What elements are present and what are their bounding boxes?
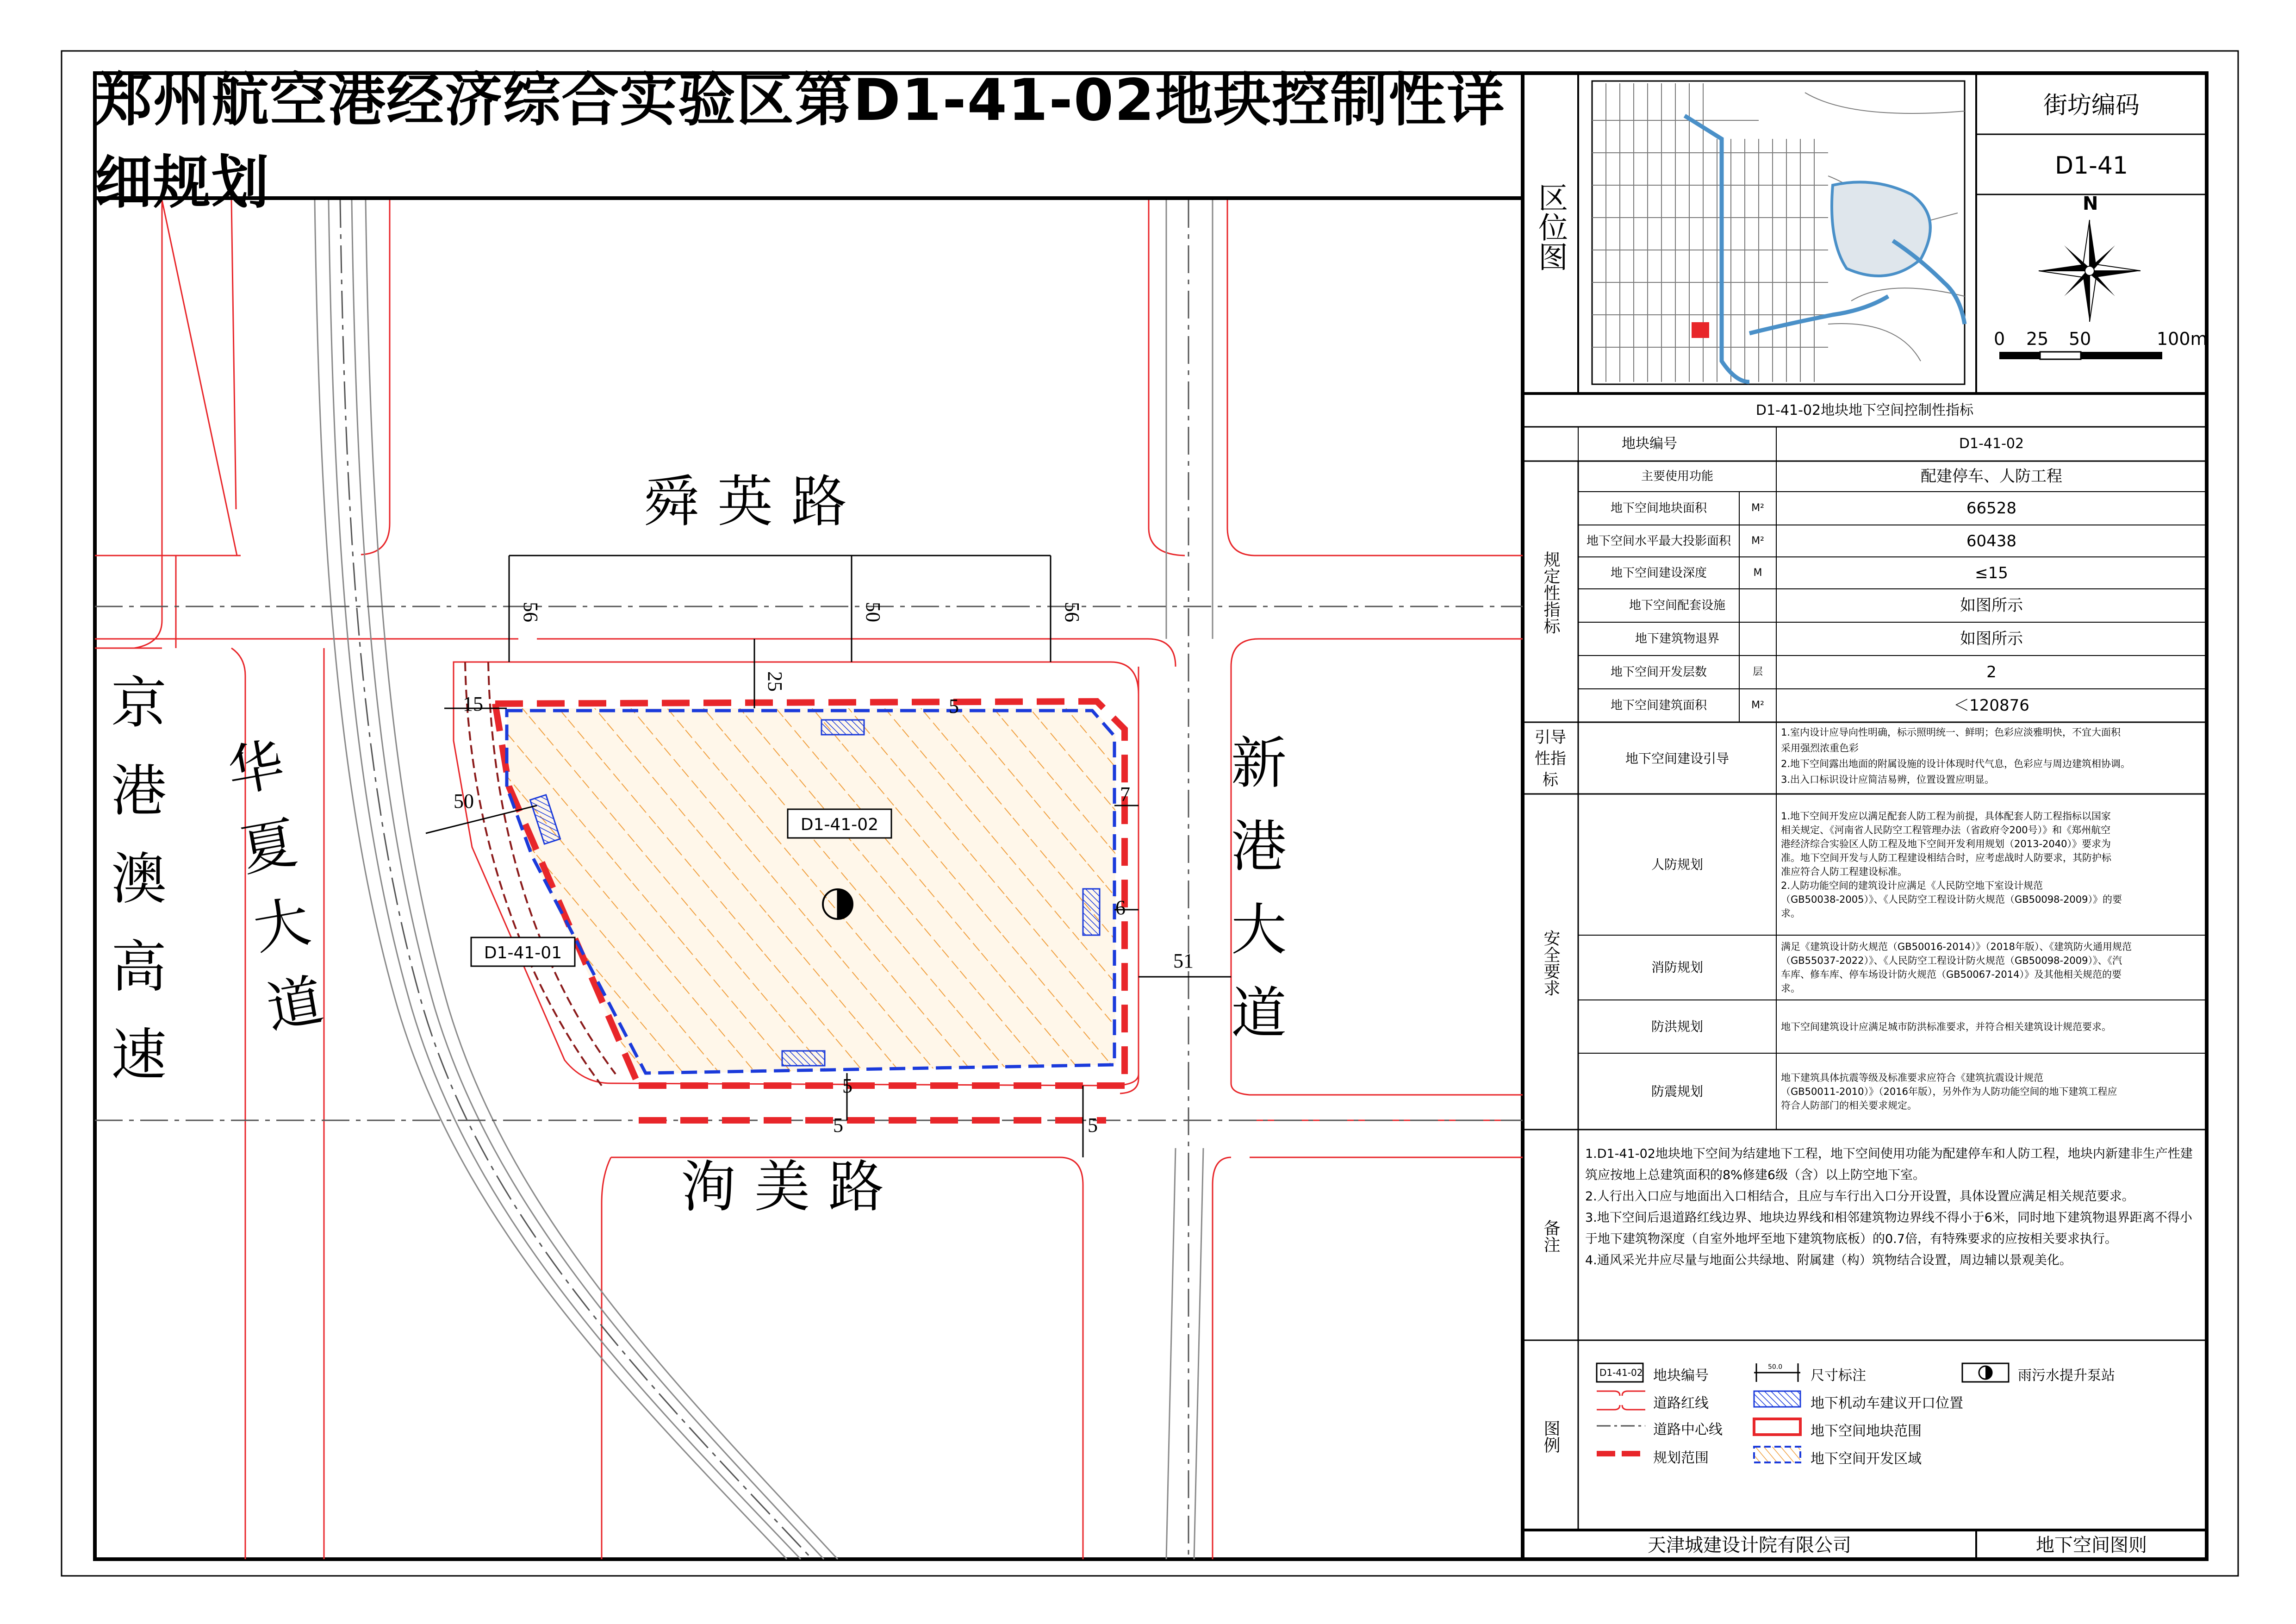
safety-text — [1781, 794, 2202, 935]
group-rules: 规定性指标 — [1541, 551, 1560, 634]
safety-line: 满足《建筑设计防火规范（GB50016-2014）》（2018年版）、《建筑防火通用规范 — [1781, 941, 2132, 952]
legend-underground-block-symbol — [1754, 1419, 1800, 1435]
note-line: 筑应按地上总建筑面积的8%修建6级（含）以上防空地下室。 — [1585, 1168, 1926, 1182]
rule-label: 地下空间建筑面积 — [1610, 699, 1707, 712]
location-label: 区位图 — [1533, 182, 1568, 271]
note-line: 1.D1-41-02地块地下空间为结建地下工程，地下空间使用功能为配建停车和人防工程，地块内新建非生产性建 — [1585, 1147, 2193, 1161]
safety-label: 防洪规划 — [1651, 1018, 1703, 1034]
block-no-value: D1-41-02 — [1959, 436, 2024, 452]
safety-label: 防震规划 — [1651, 1083, 1703, 1099]
road-huaxia-label — [223, 732, 328, 1041]
safety-line: 符合人防部门的相关要求规定。 — [1781, 1099, 1917, 1111]
rule-label: 地下空间水平最大投影面积 — [1586, 534, 1731, 548]
legend-red-line: 道路红线 — [1653, 1395, 1709, 1412]
rule-value: ＜120876 — [1954, 696, 2029, 715]
dim-50-west: 50 — [454, 790, 474, 812]
safety-line: （GB50038-2005）》、《人民防空工程设计防火规范（GB50098-2009）》的要 — [1781, 893, 2122, 905]
guidance-text — [1781, 725, 2202, 787]
safety-text — [1781, 1000, 2202, 1053]
dim-5c: 5 — [1088, 1114, 1098, 1137]
scale-100m: 100m — [2157, 329, 2208, 349]
block-code-header: 街坊编码 — [2043, 91, 2140, 119]
dim-25: 25 — [764, 671, 786, 692]
rule-value: 如图所示 — [1960, 596, 2023, 615]
safety-text — [1781, 1053, 2202, 1130]
safety-label: 消防规划 — [1651, 960, 1703, 975]
legend-plan-range: 规划范围 — [1653, 1450, 1709, 1466]
scale-bar — [1999, 352, 2162, 359]
legend-vehicle-entrance-symbol — [1754, 1391, 1800, 1407]
group-guidance: 引导性指标 — [1535, 728, 1566, 789]
rule-value: 60438 — [1966, 531, 2017, 550]
road-east-char: 港 — [1231, 815, 1287, 879]
guidance-line: 3.出入口标识设计应简洁易辨，位置设置应明显。 — [1781, 774, 1995, 785]
dim-5a: 5 — [842, 1074, 852, 1097]
note-line: 4.通风采光井应尽量与地面公共绿地、附属建（构）筑物结合设置，周边辅以景观美化。 — [1585, 1253, 2072, 1268]
guidance-line: 采用强烈浓重色彩 — [1781, 743, 1859, 754]
rule-unit: M — [1753, 567, 1762, 579]
rule-unit: M² — [1751, 502, 1764, 514]
legend-label: 图例 — [1541, 1419, 1560, 1453]
rule-unit: M² — [1751, 535, 1764, 547]
safety-line: 相关规定、《河南省人民防空工程管理办法（省政府令200号）》和《郑州航空 — [1781, 824, 2111, 836]
legend-underground-block: 地下空间地块范围 — [1811, 1423, 1922, 1439]
footer-drawing: 地下空间图则 — [2036, 1535, 2147, 1556]
safety-line: 港经济综合实验区人防工程及地下空间开发利用规划（2013-2040）》要求为 — [1781, 838, 2111, 849]
rule-value: 2 — [1986, 663, 1997, 681]
dim-5b: 5 — [833, 1114, 843, 1137]
note-line: 3.地下空间后退道路红线边界、地块边界线和相邻建筑物边界线不得小于6米，同时地下建筑物退界距离不得小 — [1585, 1211, 2192, 1225]
safety-label: 人防规划 — [1651, 856, 1703, 872]
dim-50-mid: 50 — [862, 602, 884, 622]
dim-15: 15 — [463, 693, 483, 715]
rule-label: 地下空间建设深度 — [1610, 566, 1707, 580]
scale-50: 50 — [2069, 329, 2091, 349]
location-lake — [1832, 182, 1930, 276]
rule-value: ≤15 — [1975, 563, 2008, 582]
parcel-main-label: D1-41-02 — [800, 815, 879, 834]
safety-line: 车库、修车库、停车场设计防火规范（GB50067-2014）》及其他相关规范的要 — [1781, 969, 2122, 980]
location-map — [1592, 81, 1965, 384]
guidance-line: 1.室内设计应导向性明确，标示照明统一、鲜明；色彩应淡雅明快，不宜大面积 — [1781, 727, 2121, 738]
legend-dimension: 尺寸标注 — [1811, 1368, 1866, 1384]
road-east-char: 大 — [1231, 898, 1287, 962]
road-highway-char: 京 — [111, 671, 167, 736]
safety-line: 准。地下空间开发与人防工程建设相结合时，应考虑战时人防要求，其防护标 — [1781, 852, 2111, 863]
rule-unit: M² — [1751, 700, 1764, 711]
legend-pump: 雨污水提升泵站 — [2018, 1368, 2115, 1384]
rule-value: 66528 — [1966, 499, 2017, 518]
legend-dimension-sample: 50.0 — [1768, 1363, 1783, 1371]
road-highway-label — [111, 671, 167, 1087]
group-safety: 安全要求 — [1541, 930, 1560, 996]
main-map — [95, 200, 1523, 1559]
rule-value: 配建停车、人防工程 — [1921, 467, 2062, 486]
title-bar — [95, 67, 1520, 216]
road-highway-char: 澳 — [111, 847, 167, 912]
rule-value: 如图所示 — [1960, 630, 2023, 648]
road-east-char: 新 — [1231, 731, 1287, 796]
notes-label: 备注 — [1541, 1219, 1560, 1253]
footer-company: 天津城建设计院有限公司 — [1648, 1535, 1851, 1556]
dim-7: 7 — [1120, 783, 1130, 806]
safety-line: 地下空间建筑设计应满足城市防洪标准要求，并符合相关建筑设计规范要求。 — [1781, 1021, 2111, 1032]
notes-text — [1585, 1143, 2201, 1271]
road-highway-char: 速 — [111, 1023, 167, 1087]
location-site-marker — [1692, 322, 1709, 338]
safety-line: （GB50011-2010）》（2016年版），另外作为人防功能空间的地下建筑工程应 — [1781, 1086, 2117, 1097]
safety-line: 2.人防功能空间的建筑设计应满足《人民防空地下室设计规范 — [1781, 880, 2043, 891]
note-line: 于地下建筑物深度（自室外地坪至地下建筑物底板）的0.7倍，有特殊要求的应按相关要求执行。 — [1585, 1232, 2117, 1246]
road-south-label: 洵美路 — [680, 1155, 902, 1219]
rule-unit: 层 — [1752, 666, 1763, 678]
block-no-label: 地块编号 — [1622, 436, 1677, 452]
rule-label: 地下空间地块面积 — [1610, 501, 1707, 515]
legend-block-id-sample: D1-41-02 — [1599, 1367, 1643, 1378]
road-north-label: 舜英路 — [643, 470, 865, 534]
safety-line: 求。 — [1781, 983, 1800, 994]
legend-vehicle-entrance: 地下机动车建议开口位置 — [1811, 1395, 1963, 1412]
road-east-char: 道 — [1231, 981, 1287, 1046]
north-arrow-icon — [2039, 220, 2140, 322]
safety-line: （GB55037-2022）》、《人民防空工程设计防火规范（GB50098-2009）》、《汽 — [1781, 955, 2122, 966]
legend-dev-area: 地下空间开发区域 — [1811, 1451, 1922, 1467]
dev-area-hatch — [507, 708, 1115, 1074]
dim-56-east: 56 — [1061, 602, 1083, 622]
legend-dev-area-symbol — [1754, 1447, 1800, 1462]
note-line: 2.人行出入口应与地面出入口相结合，且应与车行出入口分开设置，具体设置应满足相关规范要求。 — [1585, 1189, 2134, 1204]
road-east-label — [1231, 731, 1287, 1046]
dim-5d: 5 — [949, 695, 959, 718]
rule-label: 地下空间开发层数 — [1610, 665, 1707, 679]
rule-label: 主要使用功能 — [1641, 469, 1713, 483]
indicator-table-title: D1-41-02地块地下空间控制性指标 — [1755, 402, 1974, 418]
guidance-label: 地下空间建设引导 — [1625, 750, 1729, 766]
dim-6: 6 — [1115, 896, 1126, 919]
parcel-neighbor-label: D1-41-01 — [484, 943, 562, 962]
rule-label: 地下空间配套设施 — [1629, 599, 1725, 612]
block-code-value: D1-41 — [2054, 151, 2128, 180]
safety-line: 准应符合人防工程建设标准。 — [1781, 866, 1907, 877]
road-huaxia-char: 道 — [261, 968, 328, 1041]
scale-25: 25 — [2026, 329, 2049, 349]
road-huaxia-char: 大 — [249, 889, 315, 962]
north-label: N — [2083, 193, 2098, 214]
guidance-line: 2.地下空间露出地面的附属设施的设计体现时代气息，色彩应与周边建筑相协调。 — [1781, 758, 2131, 769]
safety-line: 1.地下空间开发应以满足配套人防工程为前提，具体配套人防工程指标以国家 — [1781, 810, 2111, 822]
road-huaxia-char: 夏 — [236, 811, 302, 884]
legend-block-id: 地块编号 — [1653, 1368, 1709, 1384]
road-highway-char: 港 — [111, 759, 167, 824]
dim-51: 51 — [1173, 949, 1194, 972]
road-highway-char: 高 — [111, 935, 167, 999]
page-title: 郑州航空港经济综合实验区第D1-41-02地块控制性详细规划 — [95, 67, 1506, 216]
road-huaxia-char: 华 — [223, 732, 289, 805]
safety-line: 地下建筑具体抗震等级及标准要求应符合《建筑抗震设计规范 — [1781, 1072, 2043, 1083]
safety-text — [1781, 935, 2202, 1000]
safety-line: 求。 — [1781, 907, 1800, 919]
scale-0: 0 — [1994, 329, 2005, 349]
dim-56-west: 56 — [519, 602, 542, 622]
legend-red-line-symbol — [1597, 1391, 1645, 1410]
rule-label: 地下建筑物退界 — [1635, 632, 1719, 646]
legend-center-line: 道路中心线 — [1653, 1422, 1723, 1438]
